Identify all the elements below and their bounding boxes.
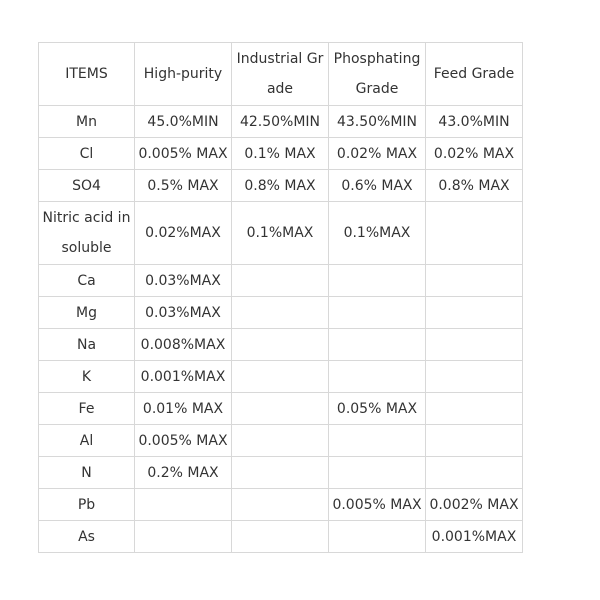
- value-cell: [232, 521, 329, 553]
- item-cell: N: [39, 457, 135, 489]
- value-cell: 0.005% MAX: [135, 138, 232, 170]
- value-cell: 0.01% MAX: [135, 393, 232, 425]
- value-cell: 0.1%MAX: [329, 202, 426, 265]
- table-row-mn: [39, 106, 523, 138]
- table-row-cl: [39, 138, 523, 170]
- value-cell: [426, 457, 523, 489]
- value-cell: 0.001%MAX: [426, 521, 523, 553]
- value-cell: 0.02% MAX: [426, 138, 523, 170]
- value-cell: [329, 297, 426, 329]
- header-cell-industrial-grade: Industrial Grade: [232, 43, 329, 106]
- value-cell: 0.2% MAX: [135, 457, 232, 489]
- value-cell: [135, 521, 232, 553]
- header-cell-feed-grade: Feed Grade: [426, 43, 523, 106]
- value-cell: [232, 489, 329, 521]
- value-cell: [426, 425, 523, 457]
- value-cell: 0.6% MAX: [329, 170, 426, 202]
- value-cell: [329, 329, 426, 361]
- item-cell: SO4: [39, 170, 135, 202]
- item-cell: K: [39, 361, 135, 393]
- value-cell: 0.8% MAX: [232, 170, 329, 202]
- item-cell: Nitric acid insoluble: [39, 202, 135, 265]
- value-cell: [232, 329, 329, 361]
- value-cell: [329, 361, 426, 393]
- table-row-so4: [39, 170, 523, 202]
- value-cell: [232, 265, 329, 297]
- table-row-fe: [39, 393, 523, 425]
- table-row-as: [39, 521, 523, 553]
- item-cell: As: [39, 521, 135, 553]
- value-cell: [426, 361, 523, 393]
- value-cell: 42.50%MIN: [232, 106, 329, 138]
- table-row-na: [39, 329, 523, 361]
- value-cell: [135, 489, 232, 521]
- value-cell: [232, 457, 329, 489]
- item-cell: Pb: [39, 489, 135, 521]
- item-cell: Mn: [39, 106, 135, 138]
- value-cell: 43.0%MIN: [426, 106, 523, 138]
- value-cell: [329, 521, 426, 553]
- value-cell: 0.1%MAX: [232, 202, 329, 265]
- value-cell: 0.02%MAX: [135, 202, 232, 265]
- specification-table: [38, 42, 523, 553]
- value-cell: 0.005% MAX: [135, 425, 232, 457]
- value-cell: 43.50%MIN: [329, 106, 426, 138]
- value-cell: 0.05% MAX: [329, 393, 426, 425]
- value-cell: 0.8% MAX: [426, 170, 523, 202]
- value-cell: [426, 202, 523, 265]
- item-cell: Fe: [39, 393, 135, 425]
- value-cell: [329, 457, 426, 489]
- value-cell: 0.001%MAX: [135, 361, 232, 393]
- table-row-n: [39, 457, 523, 489]
- table-row-ca: [39, 265, 523, 297]
- item-cell: Ca: [39, 265, 135, 297]
- value-cell: [232, 393, 329, 425]
- value-cell: [426, 265, 523, 297]
- value-cell: [426, 297, 523, 329]
- table-row-nitric-acid-insoluble: [39, 202, 523, 265]
- value-cell: 0.005% MAX: [329, 489, 426, 521]
- value-cell: [426, 393, 523, 425]
- value-cell: 0.5% MAX: [135, 170, 232, 202]
- table-row-k: [39, 361, 523, 393]
- header-cell-high-purity: High-purity: [135, 43, 232, 106]
- header-cell-phosphating-grade: Phosphating Grade: [329, 43, 426, 106]
- value-cell: [426, 329, 523, 361]
- table-row-mg: [39, 297, 523, 329]
- item-cell: Cl: [39, 138, 135, 170]
- value-cell: [232, 361, 329, 393]
- table-row-pb: [39, 489, 523, 521]
- item-cell: Al: [39, 425, 135, 457]
- table-row-al: [39, 425, 523, 457]
- value-cell: 0.008%MAX: [135, 329, 232, 361]
- value-cell: 0.1% MAX: [232, 138, 329, 170]
- value-cell: [232, 425, 329, 457]
- value-cell: 0.002% MAX: [426, 489, 523, 521]
- value-cell: [329, 265, 426, 297]
- header-row: [39, 43, 523, 106]
- value-cell: [232, 297, 329, 329]
- value-cell: 0.03%MAX: [135, 297, 232, 329]
- item-cell: Na: [39, 329, 135, 361]
- header-cell-items: ITEMS: [39, 43, 135, 106]
- value-cell: 0.03%MAX: [135, 265, 232, 297]
- value-cell: 45.0%MIN: [135, 106, 232, 138]
- item-cell: Mg: [39, 297, 135, 329]
- value-cell: [329, 425, 426, 457]
- value-cell: 0.02% MAX: [329, 138, 426, 170]
